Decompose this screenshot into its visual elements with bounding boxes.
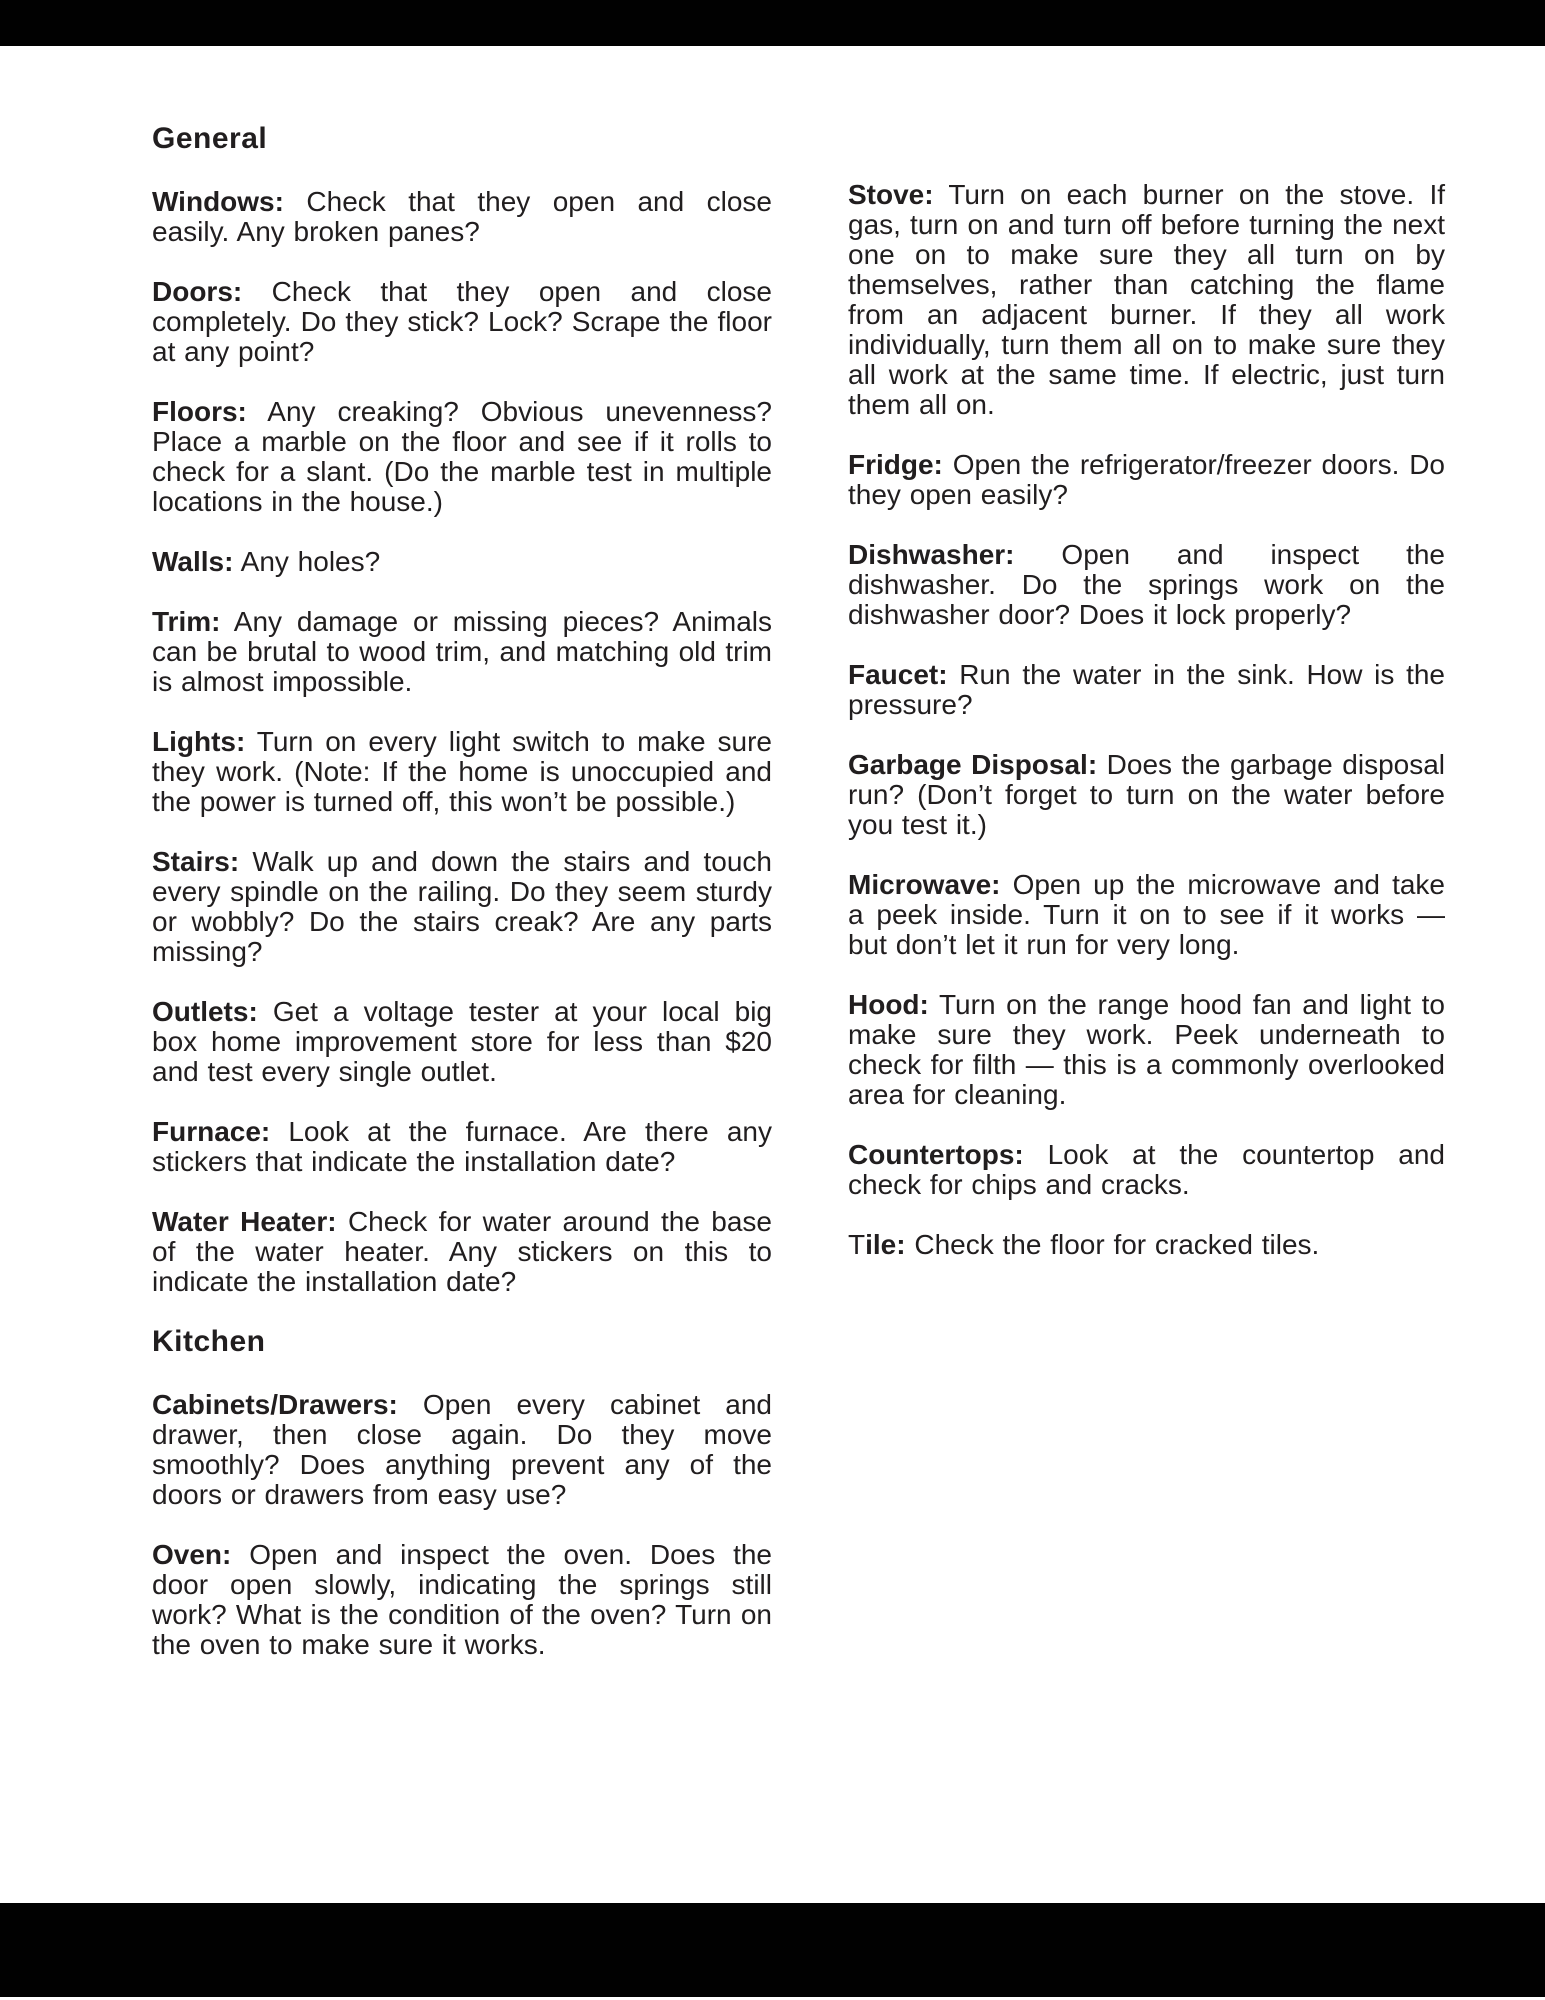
- item-text: Look at the furnace. Are there any stickers that indicate the installation date?: [152, 1116, 772, 1177]
- checklist-item-walls: [152, 547, 772, 577]
- item-text: Look at the countertop and check for chips and cracks.: [848, 1139, 1445, 1200]
- item-text: Any creaking? Obvious unevenness? Place a marble on the floor and see if it rolls to check for a slant. (Do the marble test in multiple locations in the house.): [152, 396, 772, 517]
- checklist-item-fridge: [848, 450, 1445, 510]
- item-label: Lights:: [152, 726, 246, 757]
- item-label: Oven:: [152, 1539, 232, 1570]
- item-text: Run the water in the sink. How is the pressure?: [848, 659, 1445, 720]
- checklist-column-right: [848, 180, 1445, 1260]
- checklist-item-floors: [152, 397, 772, 517]
- item-label-prefix: T: [848, 1229, 866, 1260]
- section-heading-kitchen: Kitchen: [152, 1325, 266, 1358]
- item-label: Stove:: [848, 179, 934, 210]
- item-label: Walls:: [152, 546, 234, 577]
- checklist-item-stove: [848, 180, 1445, 420]
- checklist-item-hood: [848, 990, 1445, 1110]
- checklist-column-left: [152, 124, 772, 1660]
- checklist-item-doors: [152, 277, 772, 367]
- item-text: Walk up and down the stairs and touch every spindle on the railing. Do they seem sturdy or wobbly? Do the stairs creak? Are any parts missing?: [152, 846, 772, 967]
- top-black-bar: [0, 0, 1545, 46]
- item-text: Turn on the range hood fan and light to make sure they work. Peek underneath to check for filth — this is a commonly overlooked area for cleaning.: [848, 989, 1445, 1110]
- item-text: Open every cabinet and drawer, then close again. Do they move smoothly? Does anything prevent any of the doors or drawers from easy use?: [152, 1389, 772, 1510]
- checklist-item-faucet: [848, 660, 1445, 720]
- checklist-item-trim: [152, 607, 772, 697]
- item-label: ile:: [865, 1229, 906, 1260]
- item-text: Any damage or missing pieces? Animals can be brutal to wood trim, and matching old trim is almost impossible.: [152, 606, 772, 697]
- checklist-item-tile: [848, 1230, 1445, 1260]
- item-text: Open the refrigerator/freezer doors. Do they open easily?: [848, 449, 1445, 510]
- item-text: Any holes?: [233, 546, 381, 577]
- item-label: Windows:: [152, 186, 284, 217]
- item-text: Open up the microwave and take a peek inside. Turn it on to see if it works — but don’t let it run for very long.: [848, 869, 1445, 960]
- item-text: Check that they open and close easily. Any broken panes?: [152, 186, 772, 247]
- bottom-black-bar: [0, 1903, 1545, 1997]
- item-label: Stairs:: [152, 846, 240, 877]
- checklist-item-lights: [152, 727, 772, 817]
- item-text: Open and inspect the oven. Does the door open slowly, indicating the springs still work? What is the condition of the oven? Turn on the oven to make sure it works.: [152, 1539, 772, 1660]
- item-label: Water Heater:: [152, 1206, 337, 1237]
- item-label: Cabinets/Drawers:: [152, 1389, 398, 1420]
- item-label: Floors:: [152, 396, 247, 427]
- checklist-item-cabinets-drawers: [152, 1390, 772, 1510]
- checklist-item-garbage-disposal: [848, 750, 1445, 840]
- item-label: Fridge:: [848, 449, 943, 480]
- section-heading-general: General: [152, 122, 268, 155]
- checklist-item-outlets: [152, 997, 772, 1087]
- checklist-item-microwave: [848, 870, 1445, 960]
- item-label: Hood:: [848, 989, 929, 1020]
- checklist-item-oven: [152, 1540, 772, 1660]
- item-label: Outlets:: [152, 996, 258, 1027]
- item-label: Garbage Disposal:: [848, 749, 1098, 780]
- item-text: Turn on each burner on the stove. If gas, turn on and turn off before turning the next one on to make sure they all turn on by themselves, rather than catching the flame from an adjacent burner. If they all work individually, turn them all on to make sure they all work at the same time. If electric, just turn them all on.: [848, 179, 1445, 420]
- item-text: Check that they open and close completely. Do they stick? Lock? Scrape the floor at any point?: [152, 276, 772, 367]
- item-label: Microwave:: [848, 869, 1001, 900]
- checklist-item-windows: [152, 187, 772, 247]
- item-label: Furnace:: [152, 1116, 271, 1147]
- checklist-item-dishwasher: [848, 540, 1445, 630]
- checklist-item-water-heater: [152, 1207, 772, 1297]
- item-label: Countertops:: [848, 1139, 1024, 1170]
- item-text: Get a voltage tester at your local big box home improvement store for less than $20 and test every single outlet.: [152, 996, 772, 1087]
- item-text: Does the garbage disposal run? (Don’t forget to turn on the water before you test it.): [848, 749, 1446, 840]
- checklist-item-countertops: [848, 1140, 1445, 1200]
- item-label: Faucet:: [848, 659, 948, 690]
- item-label: Doors:: [152, 276, 243, 307]
- checklist-item-furnace: [152, 1117, 772, 1177]
- item-label: Trim:: [152, 606, 221, 637]
- item-label: Dishwasher:: [848, 539, 1015, 570]
- item-text: Turn on every light switch to make sure they work. (Note: If the home is unoccupied and the power is turned off, this won’t be possible.): [152, 726, 772, 817]
- item-text: Open and inspect the dishwasher. Do the springs work on the dishwasher door? Does it lock properly?: [848, 539, 1445, 630]
- item-text: Check the floor for cracked tiles.: [905, 1229, 1320, 1260]
- checklist-item-stairs: [152, 847, 772, 967]
- item-text: Check for water around the base of the water heater. Any stickers on this to indicate the installation date?: [152, 1206, 773, 1297]
